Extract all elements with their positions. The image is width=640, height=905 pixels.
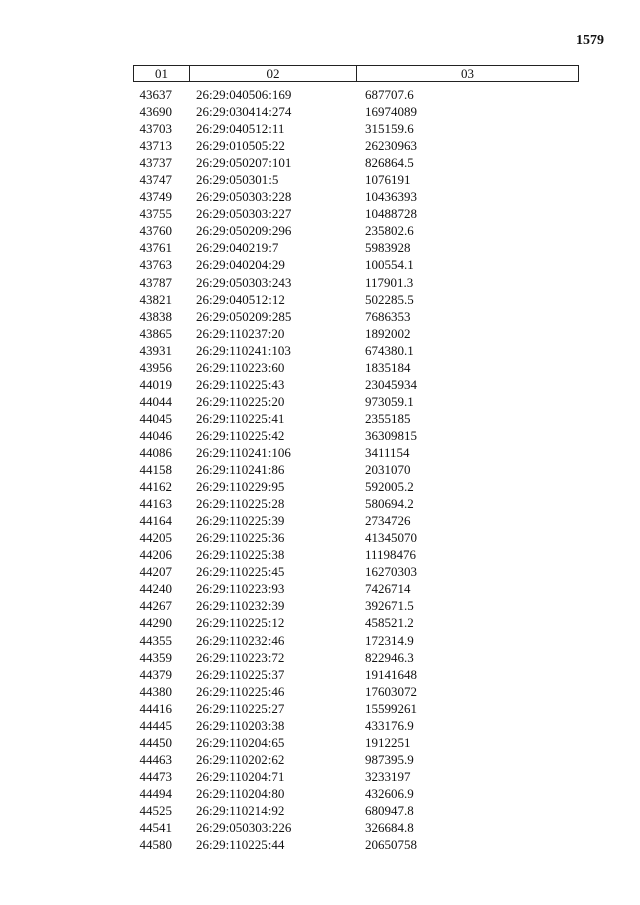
cell-id: 44355 bbox=[139, 632, 172, 648]
cell-value: 17603072 bbox=[365, 683, 417, 699]
table-row bbox=[0, 512, 640, 529]
cell-id: 44416 bbox=[139, 700, 172, 716]
cell-id: 44473 bbox=[139, 768, 172, 784]
cell-cadastral-number: 26:29:050303:227 bbox=[196, 206, 292, 222]
cell-cadastral-number: 26:29:110225:38 bbox=[196, 547, 285, 563]
table-header bbox=[133, 65, 579, 82]
cell-value: 15599261 bbox=[365, 700, 417, 716]
table-row bbox=[0, 785, 640, 802]
cell-value: 23045934 bbox=[365, 376, 417, 392]
column-header-01: 01 bbox=[134, 66, 190, 81]
table-row bbox=[0, 342, 640, 359]
cell-id: 44445 bbox=[139, 717, 172, 733]
cell-cadastral-number: 26:29:010505:22 bbox=[196, 138, 285, 154]
cell-value: 315159.6 bbox=[365, 121, 414, 137]
table-row bbox=[0, 188, 640, 205]
cell-cadastral-number: 26:29:110225:39 bbox=[196, 513, 285, 529]
table-row bbox=[0, 751, 640, 768]
cell-cadastral-number: 26:29:110204:80 bbox=[196, 785, 285, 801]
cell-value: 20650758 bbox=[365, 837, 417, 853]
cell-cadastral-number: 26:29:040512:11 bbox=[196, 121, 285, 137]
column-header-02: 02 bbox=[190, 66, 357, 81]
table-row bbox=[0, 683, 640, 700]
cell-id: 44494 bbox=[139, 785, 172, 801]
cell-id: 43637 bbox=[139, 87, 172, 102]
cell-value: 7426714 bbox=[365, 581, 411, 597]
cell-value: 433176.9 bbox=[365, 717, 414, 733]
cell-id: 43749 bbox=[139, 189, 172, 205]
cell-id: 44359 bbox=[139, 649, 172, 665]
cell-id: 44162 bbox=[139, 479, 172, 495]
table-row bbox=[0, 393, 640, 410]
table-row bbox=[0, 768, 640, 785]
cell-id: 44044 bbox=[139, 393, 172, 409]
table-row bbox=[0, 325, 640, 342]
cell-value: 2734726 bbox=[365, 513, 411, 529]
cell-value: 1912251 bbox=[365, 734, 411, 750]
table-row bbox=[0, 256, 640, 273]
table-row bbox=[0, 274, 640, 291]
cell-value: 11198476 bbox=[365, 547, 417, 563]
cell-value: 458521.2 bbox=[365, 615, 414, 631]
cell-cadastral-number: 26:29:040512:12 bbox=[196, 291, 285, 307]
cell-value: 10436393 bbox=[365, 189, 417, 205]
table-row bbox=[0, 666, 640, 683]
cell-id: 44164 bbox=[139, 513, 172, 529]
table-row bbox=[0, 529, 640, 546]
cell-id: 44086 bbox=[139, 444, 172, 460]
cell-id: 43703 bbox=[139, 121, 172, 137]
cell-id: 43821 bbox=[139, 291, 172, 307]
cell-value: 235802.6 bbox=[365, 223, 414, 239]
cell-cadastral-number: 26:29:110237:20 bbox=[196, 325, 285, 341]
cell-cadastral-number: 26:29:110225:37 bbox=[196, 666, 285, 682]
cell-id: 43838 bbox=[139, 308, 172, 324]
cell-value: 3411154 bbox=[365, 444, 410, 460]
cell-cadastral-number: 26:29:040204:29 bbox=[196, 257, 285, 273]
table-row bbox=[0, 308, 640, 325]
cell-id: 43760 bbox=[139, 223, 172, 239]
cell-cadastral-number: 26:29:050209:285 bbox=[196, 308, 292, 324]
cell-cadastral-number: 26:29:110225:46 bbox=[196, 683, 285, 699]
cell-value: 687707.6 bbox=[365, 87, 414, 102]
table-row bbox=[0, 580, 640, 597]
table-row bbox=[0, 649, 640, 666]
cell-value: 2031070 bbox=[365, 462, 411, 478]
table-row bbox=[0, 205, 640, 222]
cell-cadastral-number: 26:29:110214:92 bbox=[196, 802, 285, 818]
cell-value: 2355185 bbox=[365, 410, 411, 426]
table-row bbox=[0, 222, 640, 239]
cell-id: 44267 bbox=[139, 598, 172, 614]
table-row bbox=[0, 614, 640, 631]
cell-id: 44046 bbox=[139, 427, 172, 443]
cell-id: 44206 bbox=[139, 547, 172, 563]
cell-id: 43931 bbox=[139, 342, 172, 358]
cell-value: 117901.3 bbox=[365, 274, 414, 290]
cell-id: 44019 bbox=[139, 376, 172, 392]
table-row bbox=[0, 376, 640, 393]
table-row bbox=[0, 154, 640, 171]
cell-id: 44045 bbox=[139, 410, 172, 426]
table-row bbox=[0, 546, 640, 563]
cell-cadastral-number: 26:29:110203:38 bbox=[196, 717, 285, 733]
cell-value: 41345070 bbox=[365, 530, 417, 546]
cell-cadastral-number: 26:29:110225:42 bbox=[196, 427, 285, 443]
cell-cadastral-number: 26:29:110241:106 bbox=[196, 444, 291, 460]
cell-cadastral-number: 26:29:110204:65 bbox=[196, 734, 285, 750]
cell-value: 592005.2 bbox=[365, 479, 414, 495]
cell-id: 43755 bbox=[139, 206, 172, 222]
cell-cadastral-number: 26:29:110232:39 bbox=[196, 598, 285, 614]
cell-cadastral-number: 26:29:050303:228 bbox=[196, 189, 292, 205]
cell-id: 44205 bbox=[139, 530, 172, 546]
cell-value: 987395.9 bbox=[365, 751, 414, 767]
cell-value: 10488728 bbox=[365, 206, 417, 222]
cell-id: 44240 bbox=[139, 581, 172, 597]
cell-value: 973059.1 bbox=[365, 393, 414, 409]
cell-cadastral-number: 26:29:110241:86 bbox=[196, 462, 285, 478]
table-row bbox=[0, 171, 640, 188]
table-row bbox=[0, 632, 640, 649]
cell-cadastral-number: 26:29:110241:103 bbox=[196, 342, 291, 358]
table-row bbox=[0, 836, 640, 853]
table-row bbox=[0, 597, 640, 614]
table-row bbox=[0, 819, 640, 836]
cell-cadastral-number: 26:29:040219:7 bbox=[196, 240, 279, 256]
cell-cadastral-number: 26:29:110225:44 bbox=[196, 837, 285, 853]
cell-id: 44541 bbox=[139, 820, 172, 836]
cell-value: 822946.3 bbox=[365, 649, 414, 665]
table-row bbox=[0, 239, 640, 256]
column-header-03: 03 bbox=[461, 66, 474, 81]
cell-value: 172314.9 bbox=[365, 632, 414, 648]
table-row bbox=[0, 563, 640, 580]
cell-id: 43956 bbox=[139, 359, 172, 375]
cell-cadastral-number: 26:29:110223:93 bbox=[196, 581, 285, 597]
cell-cadastral-number: 26:29:110232:46 bbox=[196, 632, 285, 648]
cell-value: 674380.1 bbox=[365, 342, 414, 358]
cell-value: 100554.1 bbox=[365, 257, 414, 273]
cell-id: 44163 bbox=[139, 496, 172, 512]
cell-cadastral-number: 26:29:030414:274 bbox=[196, 104, 292, 120]
table-row bbox=[0, 700, 640, 717]
cell-value: 1892002 bbox=[365, 325, 411, 341]
cell-value: 16270303 bbox=[365, 564, 417, 580]
table-row bbox=[0, 478, 640, 495]
table-body bbox=[0, 86, 640, 853]
cell-cadastral-number: 26:29:050207:101 bbox=[196, 155, 292, 171]
table-row bbox=[0, 137, 640, 154]
table-row bbox=[0, 802, 640, 819]
cell-cadastral-number: 26:29:110225:43 bbox=[196, 376, 285, 392]
cell-id: 44580 bbox=[139, 837, 172, 853]
cell-id: 44379 bbox=[139, 666, 172, 682]
cell-value: 3233197 bbox=[365, 768, 411, 784]
table-row bbox=[0, 120, 640, 137]
cell-value: 826864.5 bbox=[365, 155, 414, 171]
cell-id: 44525 bbox=[139, 802, 172, 818]
cell-value: 5983928 bbox=[365, 240, 411, 256]
cell-cadastral-number: 26:29:110225:45 bbox=[196, 564, 285, 580]
cell-cadastral-number: 26:29:050303:226 bbox=[196, 820, 292, 836]
table-row bbox=[0, 410, 640, 427]
cell-cadastral-number: 26:29:110229:95 bbox=[196, 479, 285, 495]
cell-cadastral-number: 26:29:050301:5 bbox=[196, 172, 279, 188]
cell-id: 43737 bbox=[139, 155, 172, 171]
table-row bbox=[0, 103, 640, 120]
cell-value: 7686353 bbox=[365, 308, 411, 324]
cell-id: 43865 bbox=[139, 325, 172, 341]
table-row bbox=[0, 495, 640, 512]
table-row bbox=[0, 86, 640, 103]
cell-value: 392671.5 bbox=[365, 598, 414, 614]
cell-id: 43787 bbox=[139, 274, 172, 290]
cell-id: 44158 bbox=[139, 462, 172, 478]
cell-value: 1835184 bbox=[365, 359, 411, 375]
table-row bbox=[0, 734, 640, 751]
cell-cadastral-number: 26:29:110223:72 bbox=[196, 649, 285, 665]
cell-cadastral-number: 26:29:110225:36 bbox=[196, 530, 285, 546]
cell-value: 502285.5 bbox=[365, 291, 414, 307]
page-number: 1579 bbox=[576, 33, 604, 48]
table-row bbox=[0, 461, 640, 478]
cell-id: 43713 bbox=[139, 138, 172, 154]
cell-cadastral-number: 26:29:050303:243 bbox=[196, 274, 292, 290]
cell-id: 44380 bbox=[139, 683, 172, 699]
table-row bbox=[0, 444, 640, 461]
table-row bbox=[0, 427, 640, 444]
cell-id: 44207 bbox=[139, 564, 172, 580]
cell-cadastral-number: 26:29:050209:296 bbox=[196, 223, 292, 239]
cell-id: 43763 bbox=[139, 257, 172, 273]
cell-value: 19141648 bbox=[365, 666, 417, 682]
cell-value: 1076191 bbox=[365, 172, 411, 188]
cell-cadastral-number: 26:29:110202:62 bbox=[196, 751, 285, 767]
table-row bbox=[0, 717, 640, 734]
cell-cadastral-number: 26:29:110223:60 bbox=[196, 359, 285, 375]
cell-value: 432606.9 bbox=[365, 785, 414, 801]
cell-value: 16974089 bbox=[365, 104, 417, 120]
cell-cadastral-number: 26:29:110204:71 bbox=[196, 768, 285, 784]
table-row bbox=[0, 291, 640, 308]
cell-id: 43747 bbox=[139, 172, 172, 188]
cell-id: 43690 bbox=[139, 104, 172, 120]
cell-id: 44463 bbox=[139, 751, 172, 767]
cell-value: 680947.8 bbox=[365, 802, 414, 818]
cell-cadastral-number: 26:29:110225:20 bbox=[196, 393, 285, 409]
cell-value: 26230963 bbox=[365, 138, 417, 154]
cell-value: 326684.8 bbox=[365, 820, 414, 836]
cell-value: 36309815 bbox=[365, 427, 417, 443]
cell-cadastral-number: 26:29:110225:41 bbox=[196, 410, 285, 426]
cell-cadastral-number: 26:29:110225:12 bbox=[196, 615, 285, 631]
cell-cadastral-number: 26:29:040506:169 bbox=[196, 87, 292, 102]
cell-cadastral-number: 26:29:110225:27 bbox=[196, 700, 285, 716]
cell-id: 44290 bbox=[139, 615, 172, 631]
cell-value: 580694.2 bbox=[365, 496, 414, 512]
cell-cadastral-number: 26:29:110225:28 bbox=[196, 496, 285, 512]
table-row bbox=[0, 359, 640, 376]
cell-id: 43761 bbox=[139, 240, 172, 256]
cell-id: 44450 bbox=[139, 734, 172, 750]
